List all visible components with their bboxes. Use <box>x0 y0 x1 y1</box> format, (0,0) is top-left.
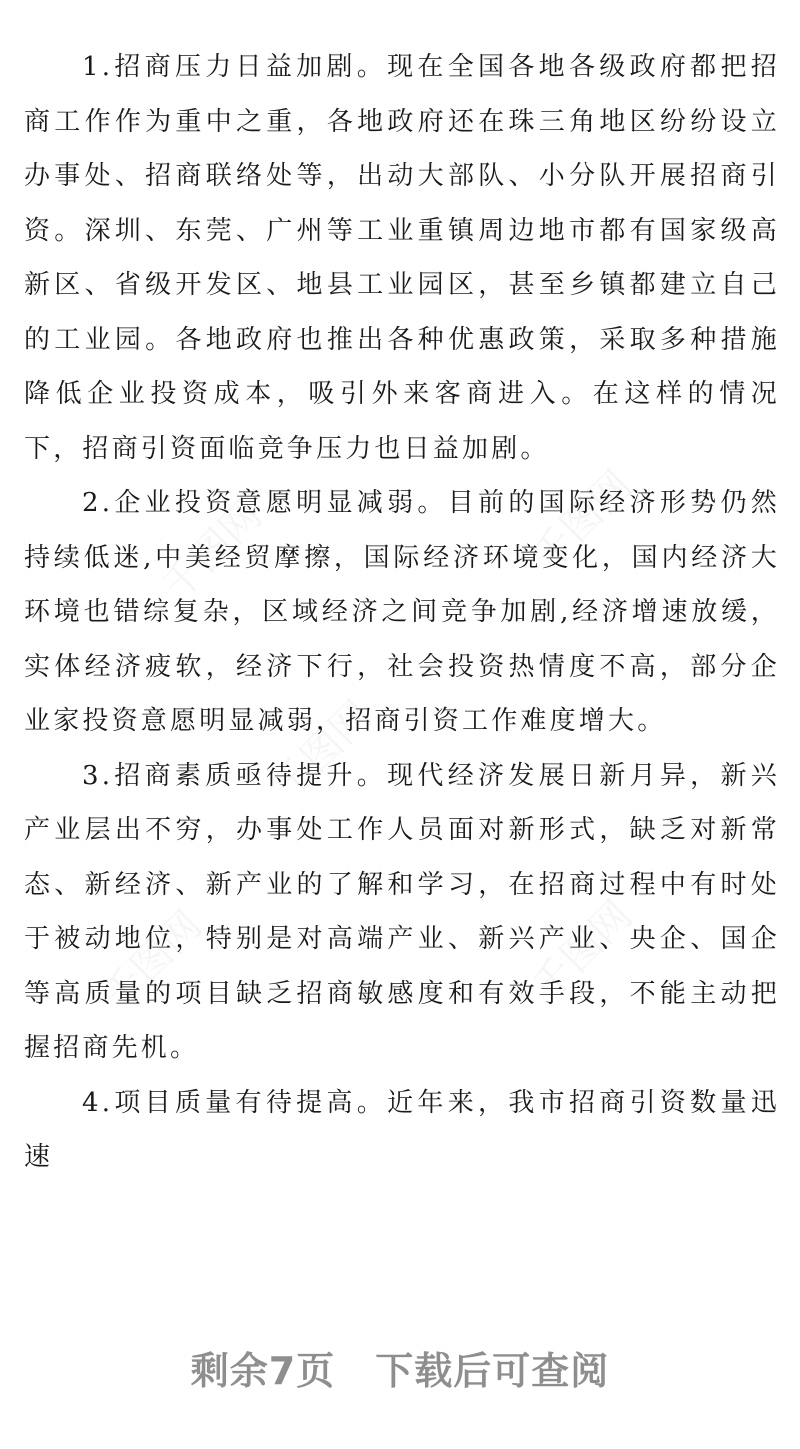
remaining-pages-text: 剩余7页 <box>190 1349 336 1393</box>
document-body <box>24 40 780 1185</box>
watermark: 千图网 <box>523 892 642 1010</box>
watermark: 千图网 <box>93 902 212 1020</box>
watermark: 千图网 <box>263 692 382 810</box>
paragraph-1: 1.招商压力日益加剧。现在全国各地各级政府都把招商工作作为重中之重，各地政府还在珠三角地区纷纷设立办事处、招商联络处等，出动大部队、小分队开展招商引资。深圳、东莞、广州等工业重镇周边地市都有国家级高新区、省级开发区、地县工业园区，甚至乡镇都建立自己的工业园。各地政府也推出各种优惠政策，采取多种措施降低企业投资成本，吸引外来客商进入。在这样的情况下，招商引资面临竞争压力也日益加剧。 <box>24 52 780 464</box>
download-hint-text: 下载后可查阅 <box>375 1349 610 1393</box>
paragraph-3: 3.招商素质亟待提升。现代经济发展日新月异，新兴产业层出不穷，办事处工作人员面对新形式，缺乏对新常态、新经济、新产业的了解和学习，在招商过程中有时处于被动地位，特别是对高端产业、新兴产业、央企、国企等高质量的项目缺乏招商敏感度和有效手段，不能主动把握招商先机。 <box>24 760 780 1063</box>
paragraph-4: 4.项目质量有待提高。近年来，我市招商引资数量迅速 <box>24 1087 780 1172</box>
download-banner[interactable] <box>0 1340 800 1395</box>
paragraph-2: 2.企业投资意愿明显减弱。目前的国际经济形势仍然持续低迷,中美经贸摩擦，国际经济环境变化，国内经济大环境也错综复杂，区域经济之间竞争加剧,经济增速放缓，实体经济疲软，经济下行，社会投资热情度不高，部分企业家投资意愿明显减弱，招商引资工作难度增大。 <box>24 488 780 736</box>
watermark: 千图网 <box>153 492 272 610</box>
watermark: 千图网 <box>523 462 642 580</box>
